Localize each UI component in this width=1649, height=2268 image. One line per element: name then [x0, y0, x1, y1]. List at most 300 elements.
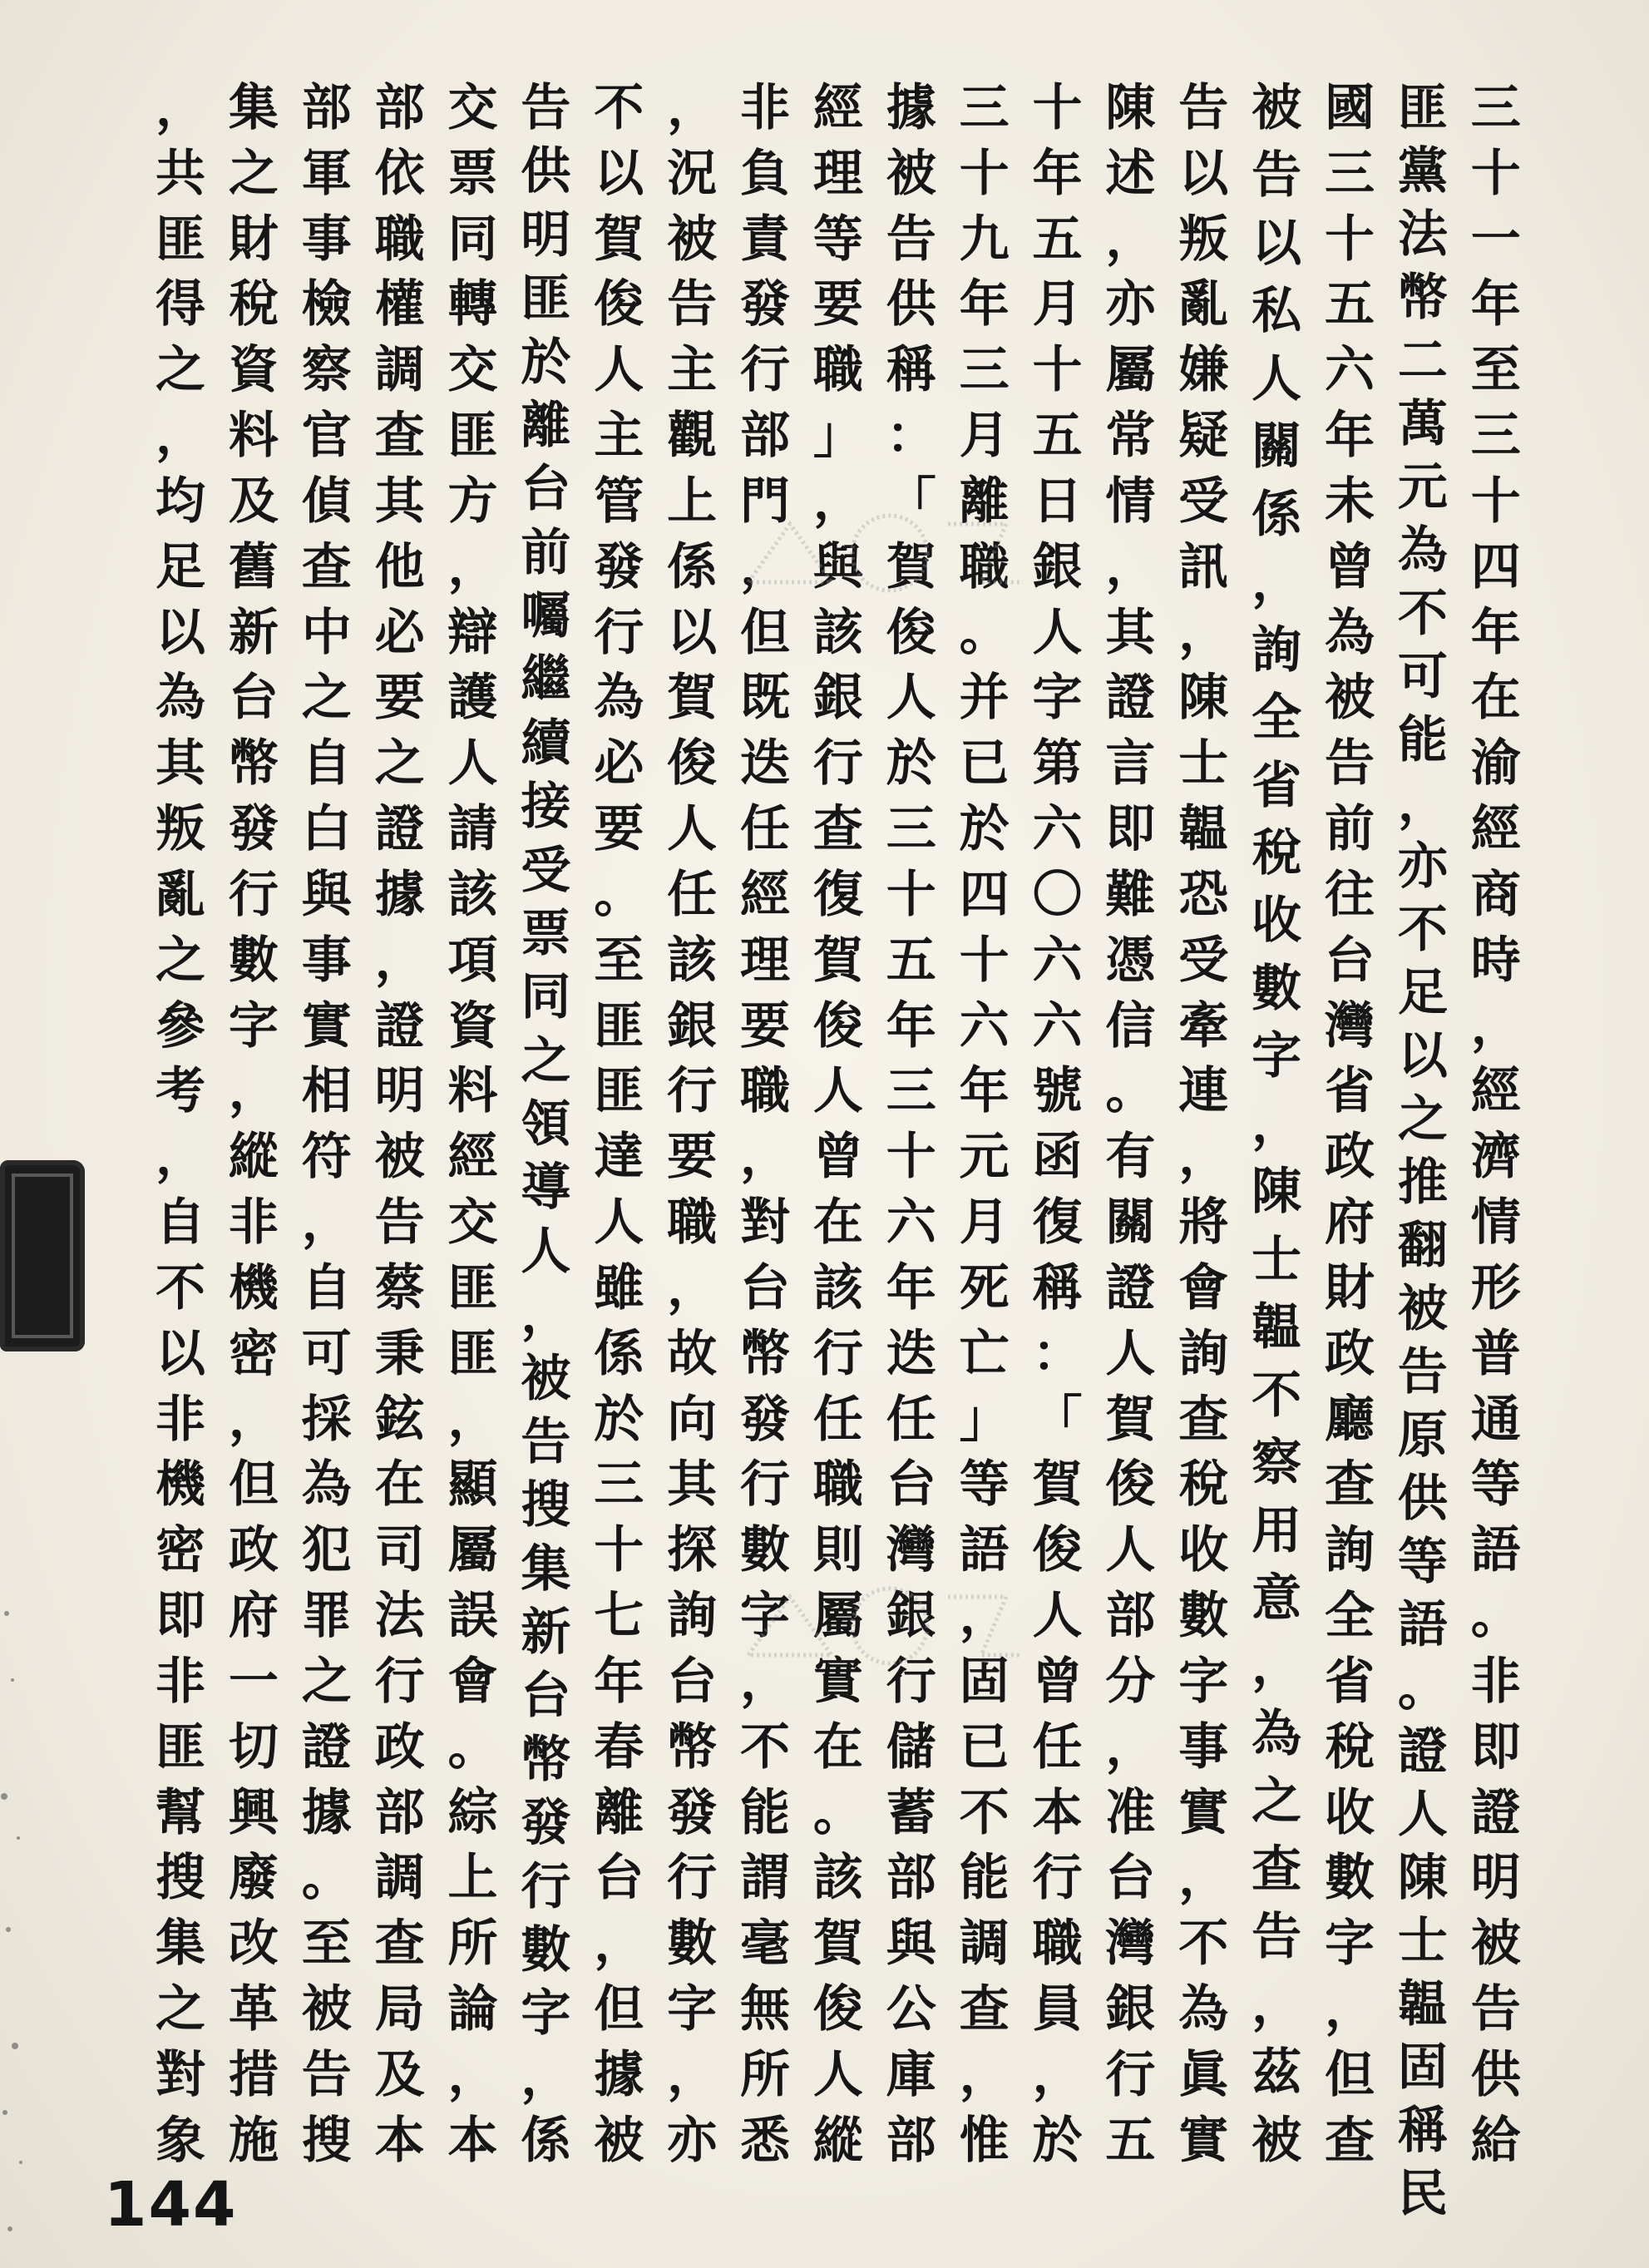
- column-character: 但: [594, 1980, 644, 2039]
- column-character: 告: [1252, 146, 1302, 205]
- column-character: 月: [959, 1193, 1010, 1253]
- column-character: 交: [447, 1193, 498, 1253]
- column-character: 人: [1397, 1786, 1448, 1844]
- column-character: 以: [156, 1324, 205, 1383]
- column-character: 於: [594, 1390, 644, 1449]
- column-character: 職: [812, 341, 863, 400]
- column-character: ，: [521, 2048, 571, 2107]
- column-character: 關: [1252, 418, 1302, 477]
- column-character: 觀: [667, 407, 718, 466]
- column-character: 六: [959, 996, 1010, 1055]
- column-character: 軍: [301, 144, 352, 203]
- column-character: 時: [1470, 931, 1521, 990]
- column-character: 自: [301, 1258, 352, 1317]
- column-character: 。: [812, 1783, 863, 1842]
- column-character: 蓄: [886, 1783, 936, 1842]
- column-character: 眞: [1178, 2045, 1229, 2104]
- column-character: 數: [1325, 1849, 1375, 1908]
- column-character: 十: [886, 1128, 936, 1187]
- column-character: 不: [1252, 1366, 1302, 1425]
- column-character: 人: [1105, 1521, 1156, 1580]
- column-character: 固: [1397, 2038, 1448, 2097]
- column-character: ，: [1178, 1849, 1229, 1908]
- column-character: 即: [1470, 1717, 1521, 1776]
- column-character: 續: [521, 714, 571, 773]
- column-character: ，: [740, 1652, 790, 1711]
- column-character: 。: [301, 1849, 352, 1908]
- column-character: 有: [1105, 1128, 1156, 1187]
- column-character: ，: [1178, 603, 1229, 662]
- column-character: 」: [812, 407, 863, 466]
- column-character: 屬: [1105, 341, 1156, 400]
- column-character: 證: [1470, 1783, 1521, 1842]
- column-character: 等: [1470, 1455, 1521, 1514]
- column-character: ，: [1397, 774, 1448, 833]
- column-character: ，: [1105, 537, 1156, 596]
- column-character: 票: [521, 904, 571, 963]
- column-character: ，: [1325, 1980, 1375, 2039]
- column-character: 該: [667, 931, 718, 990]
- column-character: 不: [959, 1783, 1010, 1842]
- column-character: 探: [667, 1521, 718, 1580]
- column-character: 字: [1178, 1652, 1229, 1711]
- column-character: 之: [301, 669, 352, 728]
- column-character: 被: [1252, 79, 1302, 137]
- column-character: 訊: [1178, 537, 1229, 596]
- column-character: 他: [374, 537, 425, 596]
- column-character: 屬: [447, 1521, 498, 1580]
- column-character: 三: [594, 1455, 644, 1514]
- column-character: 故: [667, 1324, 718, 1383]
- column-character: 財: [1325, 1258, 1375, 1317]
- column-character: 死: [959, 1258, 1010, 1317]
- column-character: 發: [667, 1783, 718, 1842]
- column-character: 字: [1252, 1027, 1302, 1086]
- column-character: 匪: [447, 1258, 498, 1317]
- column-character: 職: [740, 1062, 790, 1121]
- column-character: 非: [228, 1193, 279, 1253]
- column-character: 行: [812, 734, 863, 793]
- column-character: 要: [667, 1128, 718, 1187]
- column-character: ，: [740, 1128, 790, 1187]
- column-character: 春: [594, 1717, 644, 1776]
- column-character: 管: [594, 472, 644, 531]
- column-character: 依: [374, 144, 425, 203]
- column-character: 以: [1178, 144, 1229, 203]
- column-character: 往: [1325, 865, 1375, 924]
- column-character: 人: [1032, 603, 1083, 662]
- column-character: 年: [959, 275, 1010, 334]
- column-character: 語: [1470, 1521, 1521, 1580]
- column-character: 告: [1325, 734, 1375, 793]
- column-character: 為: [1178, 1980, 1229, 2039]
- column-character: 革: [228, 1980, 279, 2039]
- column-character: 台: [1325, 931, 1375, 990]
- column-character: 則: [812, 1521, 863, 1580]
- column-character: ，: [812, 472, 863, 531]
- column-character: 行: [667, 1062, 718, 1121]
- column-character: 要: [740, 996, 790, 1055]
- column-character: 證: [301, 1717, 352, 1776]
- column-character: 賀: [594, 210, 644, 269]
- column-character: 之: [156, 931, 205, 990]
- column-character: ，: [301, 1193, 352, 1253]
- column-character: 告: [521, 1412, 571, 1471]
- column-character: 任: [886, 1390, 936, 1449]
- column-character: 本: [374, 2111, 425, 2170]
- column-character: 導: [521, 1159, 571, 1218]
- column-character: 告: [1397, 1343, 1448, 1401]
- column-character: 秉: [374, 1324, 425, 1383]
- text-column: [1390, 77, 1455, 2223]
- column-character: 明: [521, 205, 571, 264]
- column-character: 均: [156, 472, 205, 531]
- column-character: 政: [228, 1521, 279, 1580]
- column-character: 言: [1105, 734, 1156, 793]
- column-character: ，: [228, 1062, 279, 1121]
- column-character: 調: [959, 1915, 1010, 1974]
- column-character: 人: [594, 1193, 644, 1253]
- column-character: 。: [1397, 1659, 1448, 1717]
- column-character: 三: [1470, 79, 1521, 137]
- column-character: 法: [374, 1587, 425, 1646]
- column-character: 六: [1032, 800, 1083, 859]
- column-character: 主: [594, 407, 644, 466]
- column-character: 月: [959, 407, 1010, 466]
- column-character: 民: [1397, 2165, 1448, 2223]
- column-character: ，: [156, 79, 205, 137]
- column-character: 官: [301, 407, 352, 466]
- column-character: 。: [1105, 1062, 1156, 1121]
- column-character: 查: [1178, 1390, 1229, 1449]
- column-character: 集: [228, 79, 279, 137]
- column-character: 職: [812, 1455, 863, 1514]
- column-character: 匪: [156, 210, 205, 269]
- column-character: 不: [1178, 1915, 1229, 1974]
- column-character: 一: [1470, 210, 1521, 269]
- column-character: ，: [1252, 553, 1302, 612]
- column-character: 陳: [1178, 669, 1229, 728]
- text-column: [806, 77, 871, 2172]
- column-character: 收: [1178, 1521, 1229, 1580]
- column-character: 至: [594, 931, 644, 990]
- column-character: 年: [594, 1652, 644, 1711]
- column-character: 查: [301, 537, 352, 596]
- column-character: 非: [156, 1390, 205, 1449]
- column-character: 繼: [521, 650, 571, 709]
- library-stamp: [0, 1160, 85, 1351]
- text-column: [294, 77, 359, 2172]
- column-character: 證: [1397, 1722, 1448, 1781]
- column-character: 詢: [1325, 1521, 1375, 1580]
- column-character: 之: [374, 734, 425, 793]
- column-character: 必: [594, 734, 644, 793]
- column-character: 搜: [156, 1849, 205, 1908]
- column-character: 既: [740, 669, 790, 728]
- column-character: 。: [447, 1717, 498, 1776]
- column-character: 之: [156, 1980, 205, 2039]
- column-character: 為: [1325, 603, 1375, 662]
- scan-edge-noise: [0, 1580, 50, 2268]
- column-character: 行: [521, 1857, 571, 1916]
- column-character: 被: [521, 1349, 571, 1408]
- column-character: 。: [1470, 1587, 1521, 1646]
- column-character: 人: [1252, 349, 1302, 408]
- column-character: 行: [228, 865, 279, 924]
- column-character: 局: [374, 1980, 425, 2039]
- column-character: 十: [1325, 210, 1375, 269]
- column-character: 證: [1105, 1258, 1156, 1317]
- column-character: 主: [667, 341, 718, 400]
- column-character: 項: [447, 931, 498, 990]
- column-character: 經: [1470, 800, 1521, 859]
- column-character: 日: [1032, 472, 1083, 531]
- column-character: 第: [1032, 734, 1083, 793]
- column-character: 告: [1178, 79, 1229, 137]
- column-character: 於: [521, 333, 571, 392]
- column-character: 上: [447, 1849, 498, 1908]
- column-character: 幫: [156, 1783, 205, 1842]
- column-character: 台: [521, 1667, 571, 1726]
- column-character: 月: [1032, 275, 1083, 334]
- column-character: 行: [594, 603, 644, 662]
- column-character: 該: [812, 1849, 863, 1908]
- column-character: 經: [1470, 1062, 1521, 1121]
- column-character: 數: [228, 931, 279, 990]
- column-character: 十: [1032, 79, 1083, 137]
- column-character: 匪: [594, 996, 644, 1055]
- column-character: 以: [156, 603, 205, 662]
- column-character: 省: [1252, 756, 1302, 815]
- column-character: 灣: [1105, 1915, 1156, 1974]
- column-character: 給: [1470, 2111, 1521, 2170]
- column-character: 台: [740, 1258, 790, 1317]
- column-character: 採: [301, 1390, 352, 1449]
- column-character: 人: [447, 734, 498, 793]
- column-character: 部: [740, 407, 790, 466]
- column-character: 集: [521, 1539, 571, 1598]
- column-character: 亦: [1397, 838, 1448, 896]
- column-character: 陳: [1252, 1163, 1302, 1222]
- column-character: 負: [740, 144, 790, 203]
- column-character: 憑: [1105, 931, 1156, 990]
- column-character: 年: [1325, 407, 1375, 466]
- column-character: 稱: [1397, 2102, 1448, 2160]
- column-character: 考: [156, 1062, 205, 1121]
- column-character: 十: [959, 931, 1010, 990]
- column-character: 四: [959, 865, 1010, 924]
- column-character: 銀: [812, 669, 863, 728]
- column-character: 用: [1252, 1501, 1302, 1560]
- column-character: 意: [1252, 1569, 1302, 1628]
- column-character: 等: [812, 210, 863, 269]
- column-character: 已: [959, 734, 1010, 793]
- column-character: 犯: [301, 1521, 352, 1580]
- column-character: 職: [959, 537, 1010, 596]
- column-character: 行: [1032, 1849, 1083, 1908]
- column-character: ，: [1252, 1637, 1302, 1696]
- column-character: 幣: [521, 1730, 571, 1789]
- watermark-graphic: [732, 491, 1048, 615]
- column-character: ，: [1178, 1128, 1229, 1187]
- column-character: 偵: [301, 472, 352, 531]
- column-character: 已: [959, 1717, 1010, 1776]
- column-character: 但: [228, 1455, 279, 1514]
- column-character: 機: [228, 1258, 279, 1317]
- column-character: 告: [1470, 1980, 1521, 2039]
- column-character: 其: [1105, 603, 1156, 662]
- column-character: 三: [1470, 407, 1521, 466]
- column-character: 幣: [667, 1717, 718, 1776]
- column-character: 自: [156, 1193, 205, 1253]
- column-character: 以: [1252, 214, 1302, 273]
- column-character: ，: [667, 1258, 718, 1317]
- column-character: 係: [521, 2112, 571, 2170]
- column-character: 同: [521, 968, 571, 1027]
- column-character: 以: [594, 144, 644, 203]
- column-character: 所: [447, 1915, 498, 1974]
- column-character: 查: [374, 1915, 425, 1974]
- column-character: 數: [740, 1521, 790, 1580]
- column-character: 匪: [1397, 79, 1448, 137]
- text-column: [1244, 77, 1309, 2172]
- column-character: 任: [667, 865, 718, 924]
- column-character: 五: [1325, 275, 1375, 334]
- column-character: 部: [374, 1783, 425, 1842]
- column-character: 告: [886, 210, 936, 269]
- column-character: 據: [594, 2045, 644, 2104]
- column-character: 受: [1178, 472, 1229, 531]
- column-character: ，: [447, 1390, 498, 1449]
- column-character: 門: [740, 472, 790, 531]
- column-character: 行: [740, 341, 790, 400]
- column-character: 。: [959, 603, 1010, 662]
- column-character: 轉: [447, 275, 498, 334]
- column-character: 自: [301, 734, 352, 793]
- column-character: 稱: [1032, 1258, 1083, 1317]
- text-column: [1317, 77, 1382, 2172]
- column-character: 未: [1325, 472, 1375, 531]
- text-column: [1025, 77, 1090, 2172]
- column-character: 等: [1397, 1533, 1448, 1591]
- column-character: 士: [1252, 1230, 1302, 1289]
- column-character: ，: [447, 537, 498, 596]
- column-character: 參: [156, 996, 205, 1055]
- column-character: 全: [1252, 689, 1302, 748]
- column-character: 毫: [740, 1915, 790, 1974]
- column-character: 在: [812, 1193, 863, 1253]
- column-character: 料: [228, 407, 279, 466]
- column-character: 會: [447, 1652, 498, 1711]
- column-character: 復: [812, 865, 863, 924]
- column-character: 與: [301, 865, 352, 924]
- column-character: 十: [1470, 144, 1521, 203]
- column-character: 數: [667, 1915, 718, 1974]
- column-character: 人: [594, 341, 644, 400]
- column-character: 俊: [667, 734, 718, 793]
- column-character: 情: [1470, 1193, 1521, 1253]
- text-column: [1098, 77, 1163, 2172]
- column-character: 五: [1032, 210, 1083, 269]
- column-character: 任: [1032, 1717, 1083, 1776]
- column-character: 之: [1397, 1090, 1448, 1149]
- column-character: 之: [301, 1652, 352, 1711]
- column-character: 察: [1252, 1434, 1302, 1493]
- column-character: 詢: [667, 1587, 718, 1646]
- column-character: 之: [228, 144, 279, 203]
- column-character: 該: [812, 1258, 863, 1317]
- column-character: ，: [1105, 1717, 1156, 1776]
- column-character: 濟: [1470, 1128, 1521, 1187]
- column-character: ，: [447, 2045, 498, 2104]
- text-column: [659, 77, 724, 2172]
- column-character: 匪: [156, 1717, 205, 1776]
- column-character: 行: [740, 1455, 790, 1514]
- column-character: 省: [1325, 1062, 1375, 1121]
- column-character: 發: [594, 537, 644, 596]
- column-character: 國: [1325, 79, 1375, 137]
- column-character: 部: [301, 79, 352, 137]
- column-character: 員: [1032, 1980, 1083, 2039]
- column-character: 台: [667, 1652, 718, 1711]
- column-character: 足: [1397, 964, 1448, 1022]
- column-character: 實: [1178, 1783, 1229, 1842]
- column-character: 係: [667, 537, 718, 596]
- column-character: 人: [812, 2045, 863, 2104]
- column-character: 與: [812, 537, 863, 596]
- column-character: 新: [228, 603, 279, 662]
- column-character: 密: [156, 1521, 205, 1580]
- column-character: 語: [1397, 1596, 1448, 1654]
- column-character: 雖: [594, 1258, 644, 1317]
- column-character: 幣: [228, 734, 279, 793]
- column-character: 況: [667, 144, 718, 203]
- column-character: 府: [228, 1587, 279, 1646]
- column-character: ，: [594, 1915, 644, 1974]
- column-character: 綜: [447, 1783, 498, 1842]
- column-character: 四: [1470, 537, 1521, 596]
- column-character: 相: [301, 1062, 352, 1121]
- column-character: 明: [1470, 1849, 1521, 1908]
- column-character: 察: [301, 341, 352, 400]
- column-character: 分: [1105, 1652, 1156, 1711]
- column-character: 原: [1397, 1406, 1448, 1465]
- column-character: 供: [886, 275, 936, 334]
- watermark-seal: [732, 491, 1048, 615]
- column-character: 叛: [1178, 210, 1229, 269]
- column-character: 證: [1105, 669, 1156, 728]
- column-character: 賀: [1032, 1455, 1083, 1514]
- column-character: ，: [1105, 210, 1156, 269]
- column-character: ，: [1252, 1094, 1302, 1154]
- column-character: 惟: [959, 2111, 1010, 2170]
- column-character: 經: [740, 865, 790, 924]
- column-character: 幣: [1397, 269, 1448, 327]
- column-character: 復: [1032, 1193, 1083, 1253]
- column-character: 象: [156, 2111, 205, 2170]
- column-character: 年: [886, 996, 936, 1055]
- column-character: 不: [594, 79, 644, 137]
- column-character: 同: [447, 210, 498, 269]
- column-character: 台: [594, 1849, 644, 1908]
- column-character: 嫌: [1178, 341, 1229, 400]
- column-character: 查: [1325, 2111, 1375, 2170]
- column-character: 年: [1470, 275, 1521, 334]
- column-character: 元: [959, 1128, 1010, 1187]
- column-character: ，: [667, 2045, 718, 2104]
- column-character: 六: [1032, 996, 1083, 1055]
- column-character: 廳: [1325, 1390, 1375, 1449]
